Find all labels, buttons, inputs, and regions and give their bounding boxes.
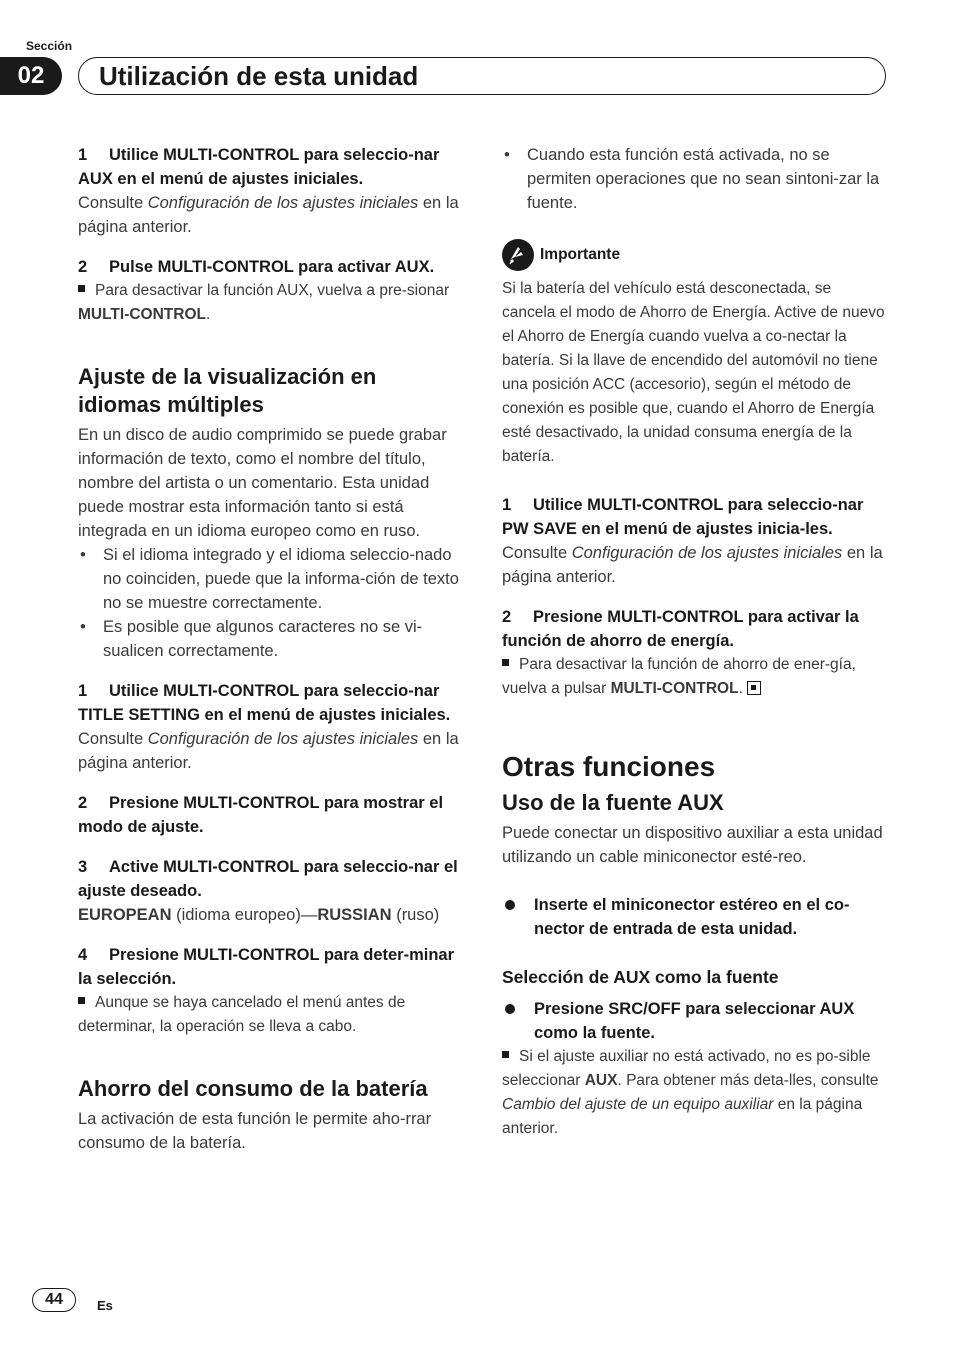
step-pw-save-activate: 2 Presione MULTI-CONTROL para activar la función de ahorro de energía. bbox=[502, 608, 859, 650]
heading-battery-save: Ahorro del consumo de la batería bbox=[78, 1076, 428, 1101]
chapter-title: Utilización de esta unidad bbox=[99, 61, 419, 91]
language-body: En un disco de audio comprimido se puede grabar información de texto, como el nombre del título, nombre del artista o un comentario. Esta unidad puede mostrar esta información tanto si está integrada en un idioma europeo como en ruso. bbox=[78, 426, 447, 540]
aux-body: Puede conectar un dispositivo auxiliar a esta unidad utilizando un cable miniconector esté-reo. bbox=[502, 824, 883, 866]
bullet-icon bbox=[505, 1004, 515, 1014]
reference: Consulte Configuración de los ajustes iniciales en la página anterior. bbox=[502, 544, 883, 586]
note: Si el ajuste auxiliar no está activado, no es po-sible seleccionar AUX. Para obtener más deta-lles, consulte Cambio del ajuste de un equipo auxiliar en la página anterior. bbox=[502, 1048, 879, 1137]
important-icon bbox=[502, 239, 534, 271]
step-title-setting: 1 Utilice MULTI-CONTROL para seleccio-nar TITLE SETTING en el menú de ajustes iniciales. bbox=[78, 682, 451, 724]
language-code: Es bbox=[97, 1298, 113, 1313]
step-aux-select: 1 Utilice MULTI-CONTROL para seleccio-nar AUX en el menú de ajustes iniciales. bbox=[78, 146, 440, 188]
step-pw-save-select: 1 Utilice MULTI-CONTROL para seleccio-nar PW SAVE en el menú de ajustes inicia-les. bbox=[502, 496, 864, 538]
right-column bbox=[502, 143, 888, 1141]
section-number: 02 bbox=[0, 57, 62, 95]
heading-other-functions: Otras funciones bbox=[502, 751, 716, 782]
chapter-title-bar bbox=[78, 57, 886, 95]
left-column bbox=[78, 143, 464, 1155]
heading-aux: Uso de la fuente AUX bbox=[502, 790, 724, 815]
list-item: • Es posible que algunos caracteres no se vi-sualicen correctamente. bbox=[80, 618, 423, 660]
square-bullet-icon bbox=[78, 997, 85, 1004]
section-label: Sección bbox=[26, 39, 73, 53]
options: EUROPEAN (idioma europeo)—RUSSIAN (ruso) bbox=[78, 906, 440, 924]
heading-language: Ajuste de la visualización en idiomas múltiples bbox=[78, 364, 377, 417]
step-select-setting: 3 Active MULTI-CONTROL para seleccio-nar el ajuste deseado. bbox=[78, 858, 458, 900]
bullet-icon bbox=[505, 900, 515, 910]
reference: Consulte Configuración de los ajustes iniciales en la página anterior. bbox=[78, 730, 459, 772]
square-bullet-icon bbox=[502, 1051, 509, 1058]
note: Para desactivar la función de ahorro de ener-gía, vuelva a pulsar MULTI-CONTROL. bbox=[502, 656, 856, 697]
important-label: Importante bbox=[502, 239, 888, 271]
aux-step: Inserte el miniconector estéreo en el co-nector de entrada de esta unidad. bbox=[502, 893, 888, 941]
step-show-mode: 2 Presione MULTI-CONTROL para mostrar el modo de ajuste. bbox=[78, 794, 444, 836]
square-bullet-icon bbox=[502, 659, 509, 666]
note: Aunque se haya cancelado el menú antes de determinar, la operación se lleva a cabo. bbox=[78, 994, 406, 1035]
reference: Consulte Configuración de los ajustes iniciales en la página anterior. bbox=[78, 194, 459, 236]
important-body: Si la batería del vehículo está desconectada, se cancela el modo de Ahorro de Energía. Active de nuevo el Ahorro de Energía cuando vuelva a co-nectar la batería. Si la llave de encendido del automóvil no tiene una posición ACC (accesorio), según el método de conexión es posible que, cuando el Ahorro de Energía esté desactivado, la unidad consuma energía de la batería. bbox=[502, 280, 885, 465]
note: Para desactivar la función AUX, vuelva a pre-sionar MULTI-CONTROL. bbox=[78, 282, 450, 323]
heading-select-aux: Selección de AUX como la fuente bbox=[502, 967, 779, 987]
battery-save-body: La activación de esta función le permite aho-rrar consumo de la batería. bbox=[78, 1110, 432, 1152]
list-item: • Si el idioma integrado y el idioma seleccio-nado no coinciden, puede que la informa-ción de texto no se muestre correctamente. bbox=[80, 546, 459, 612]
square-bullet-icon bbox=[78, 285, 85, 292]
step-aux-activate: 2 Pulse MULTI-CONTROL para activar AUX. bbox=[78, 258, 435, 276]
end-mark-icon bbox=[747, 681, 761, 695]
page-number: 44 bbox=[32, 1288, 76, 1312]
step-determine: 4 Presione MULTI-CONTROL para deter-minar la selección. bbox=[78, 946, 455, 988]
list-item: • Cuando esta función está activada, no se permiten operaciones que no sean sintoni-zar la fuente. bbox=[504, 146, 880, 212]
select-aux-step: Presione SRC/OFF para seleccionar AUX como la fuente. bbox=[502, 997, 888, 1045]
